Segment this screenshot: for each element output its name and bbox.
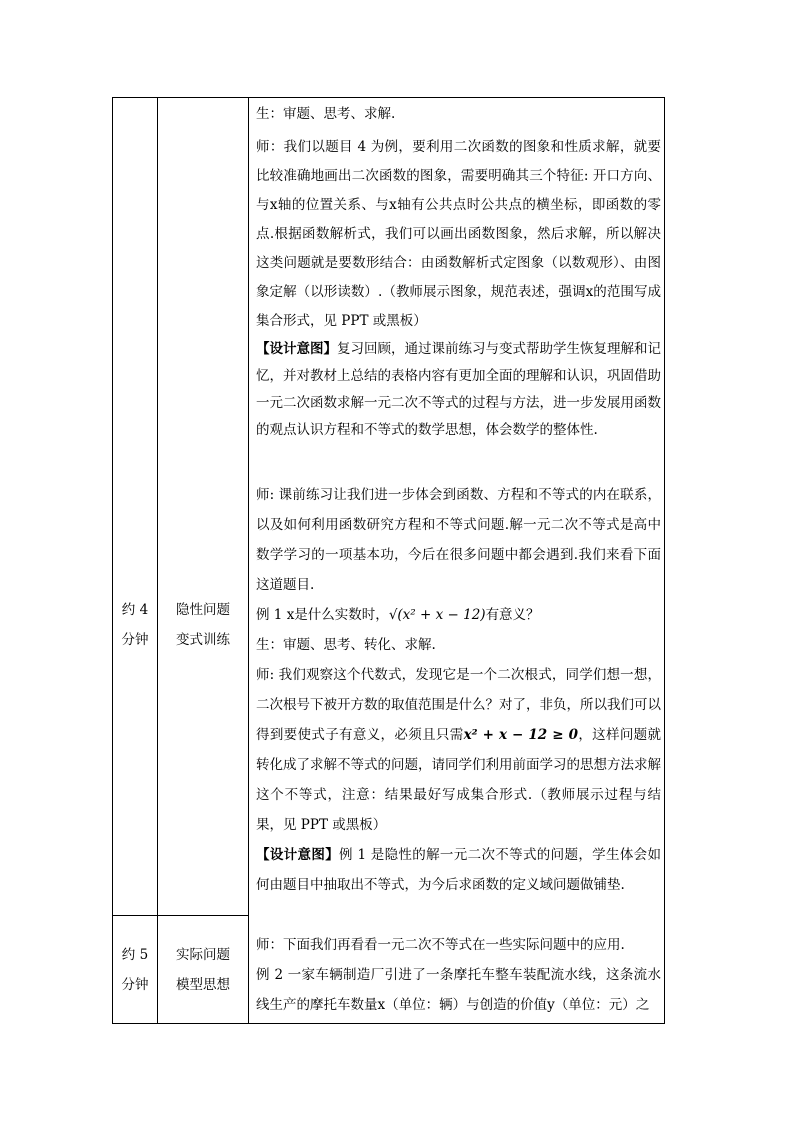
design-intent-tag: 【设计意图】	[256, 847, 340, 863]
teacher-paragraph: 师：我们以题目 4 为例，要利用二次函数的图象和性质求解，就要比较准确地画出二次函数的图象，需要明确其三个特征: 开口方向、与x轴的位置关系、与x轴有公共点时公共点的横坐标，即函数的零点.根据函数解析式，我们可以画出函数图象，然后求解，所以解决这类问题就是要数形结合：由函数解析式定图象（以数观形）、由图象定解（以形读数）.（教师展示图象，规范表述，强调x的范围写成集合形式，见 PPT 或黑板）	[256, 139, 661, 329]
row-divider	[157, 915, 248, 916]
content-cell	[256, 100, 661, 1020]
row-divider	[113, 915, 157, 916]
design-intent-text: 复习回顾，通过课前练习与变式帮助学生恢复理解和记忆，并对教材上总结的表格内容有更加全面的理解和认识，巩固借助一元二次函数求解一元二次不等式的过程与方法，进一步发展用函数的观点认识方程和不等式的数学思想，体会数学的整体性.	[256, 341, 661, 438]
stage-subname: 变式训练	[176, 632, 230, 648]
spacer	[256, 444, 661, 480]
teacher-line: 师：下面我们再看看一元二次不等式在一些实际问题中的应用.	[256, 937, 625, 953]
spacer	[256, 900, 661, 930]
student-line: 生：审题、思考、转化、求解.	[256, 637, 436, 653]
time-amount: 约 4	[121, 602, 149, 618]
stage-name: 隐性问题	[176, 602, 230, 618]
stage-name: 实际问题	[176, 947, 230, 963]
teacher-text: ，这样问题就转化成了求解不等式的问题，请同学们利用前面学习的思想方法求解这个不等式，注意：结果最好写成集合形式.（教师展示过程与结果，见 PPT 或黑板）	[256, 727, 662, 833]
column-divider	[157, 98, 158, 1023]
design-intent-text: 例 1 是隐性的解一元二次不等式的问题，学生体会如何由题目中抽取出不等式，为今后求函数的定义域问题做铺垫.	[256, 847, 662, 893]
time-unit: 分钟	[121, 632, 149, 648]
student-line: 生：审题、思考、求解.	[256, 106, 396, 122]
design-intent-tag: 【设计意图】	[256, 341, 337, 357]
time-unit: 分钟	[121, 977, 149, 993]
inequality-expression: x² + x − 12 ≥ 0	[463, 727, 578, 743]
design-intent-paragraph	[256, 840, 661, 900]
column-divider	[248, 98, 249, 1023]
stage-name-cell	[158, 595, 248, 655]
stage-subname: 模型思想	[176, 977, 230, 993]
stage-name-cell	[158, 940, 248, 1000]
time-cell	[113, 940, 157, 1000]
lesson-table	[112, 97, 665, 1024]
example-text: x是什么实数时，	[286, 607, 389, 623]
radical-expression: √(x² + x − 12)	[388, 607, 486, 623]
example-2: 例 2 一家车辆制造厂引进了一条摩托车整车装配流水线，这条流水线生产的摩托车数量x（单位：辆）与创造的价值y（单位：元）之	[256, 967, 661, 1013]
time-cell	[113, 595, 157, 655]
design-intent-paragraph	[256, 336, 661, 444]
example-text: 有意义？	[485, 607, 540, 623]
example-1	[256, 600, 661, 630]
teacher-paragraph: 师: 课前练习让我们进一步体会到函数、方程和不等式的内在联系，以及如何利用函数研究方程和不等式问题.解一元二次不等式是高中数学学习的一项基本功，今后在很多问题中都会遇到.我们来看下面这道题目.	[256, 487, 661, 593]
example-label: 例 1	[256, 607, 283, 623]
teacher-paragraph	[256, 660, 661, 840]
teacher-text: 师: 我们观察这个代数式，发现它是一个二次根式，同学们想一想，二次根号下被开方数的取值范围是什么？对了，非负，所以我们可以得到要使式子有意义，必须且只需	[256, 667, 661, 743]
time-amount: 约 5	[121, 947, 149, 963]
